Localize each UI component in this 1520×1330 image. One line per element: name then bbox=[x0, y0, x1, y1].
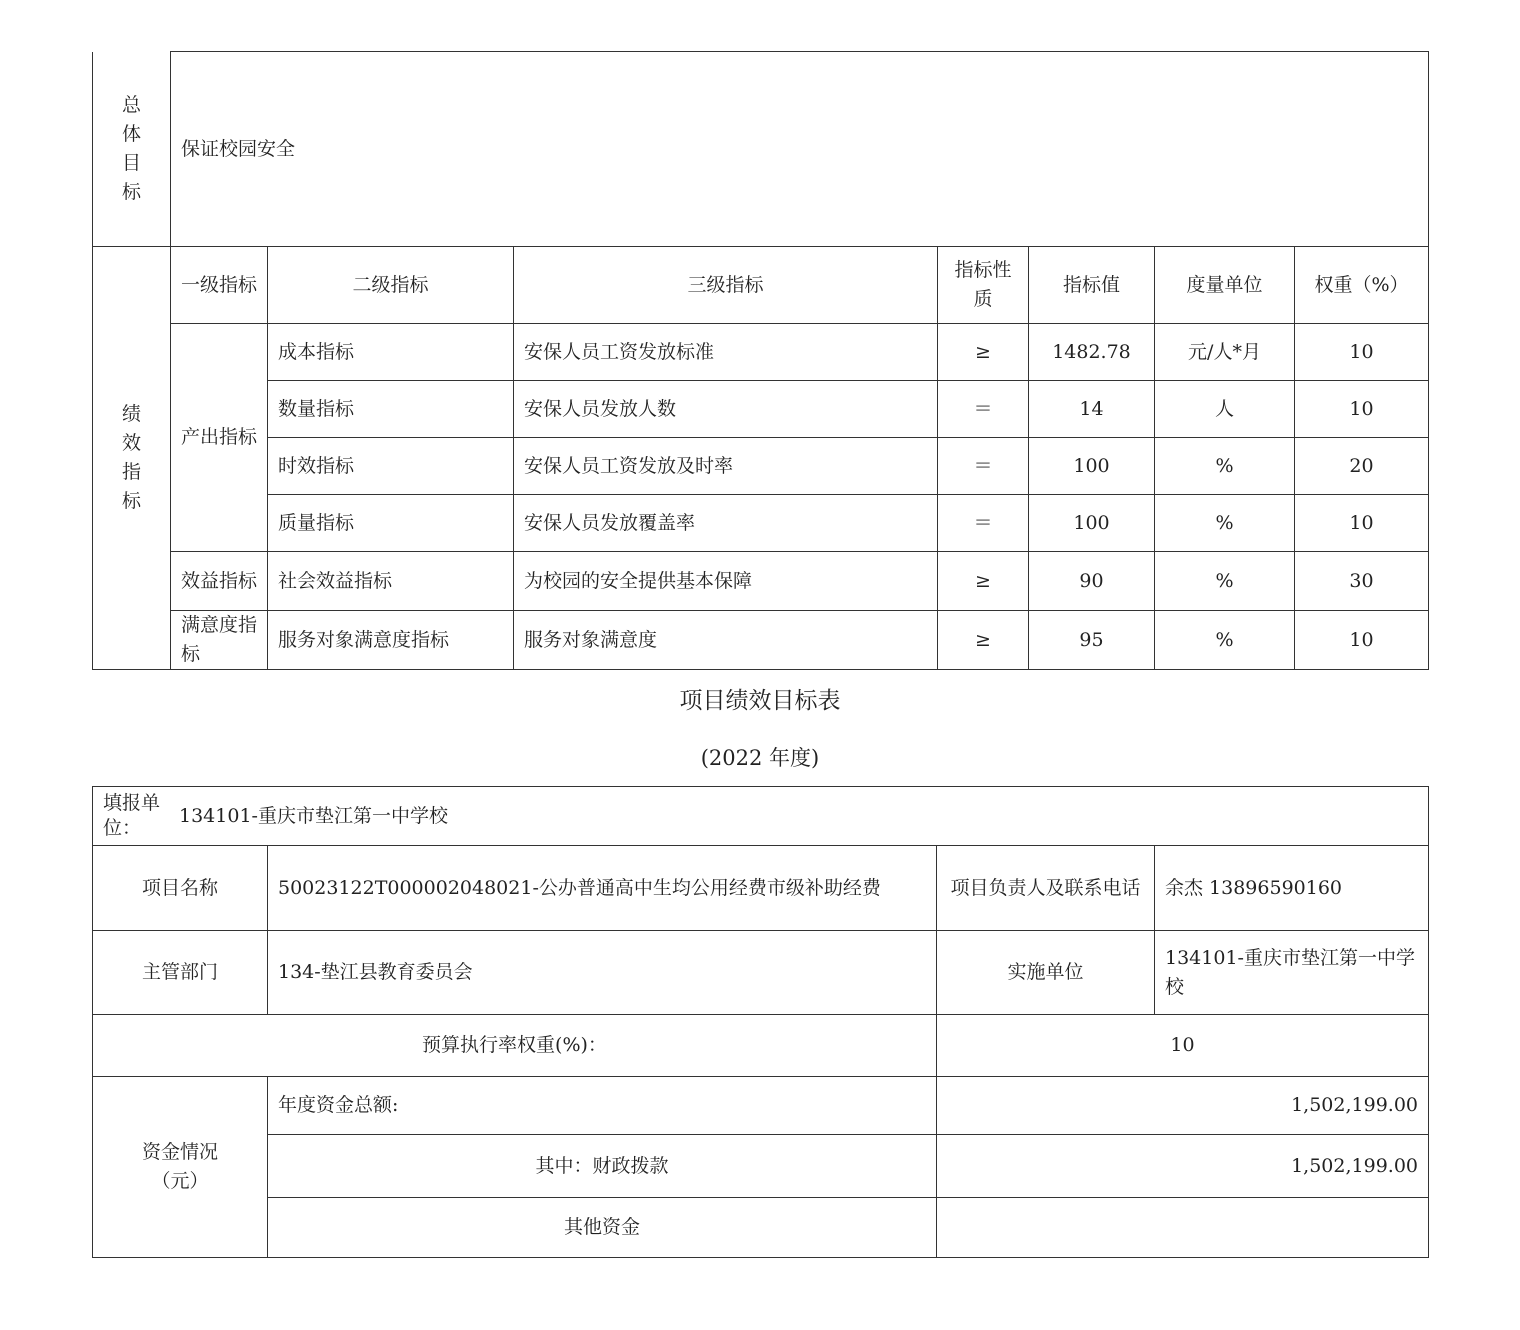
value-cell: 14 bbox=[1029, 381, 1155, 438]
project-name-value: 50023122T000002048021-公办普通高中生均公用经费市级补助经费 bbox=[268, 846, 937, 931]
table-row bbox=[93, 324, 1429, 381]
value-cell: 100 bbox=[1029, 495, 1155, 552]
nature-cell: ＝ bbox=[938, 381, 1029, 438]
header-level1: 一级指标 bbox=[171, 247, 268, 324]
header-level3: 三级指标 bbox=[514, 247, 938, 324]
nature-cell: ≥ bbox=[938, 611, 1029, 670]
unit-cell: % bbox=[1155, 495, 1295, 552]
level2-cell: 社会效益指标 bbox=[268, 552, 514, 611]
unit-cell: 元/人*月 bbox=[1155, 324, 1295, 381]
level2-cell: 成本指标 bbox=[268, 324, 514, 381]
weight-cell: 10 bbox=[1295, 381, 1429, 438]
header-level2: 二级指标 bbox=[268, 247, 514, 324]
weight-cell: 20 bbox=[1295, 438, 1429, 495]
level3-cell: 安保人员发放人数 bbox=[514, 381, 938, 438]
header-weight: 权重（%） bbox=[1295, 247, 1429, 324]
header-unit: 度量单位 bbox=[1155, 247, 1295, 324]
header-nature: 指标性质 bbox=[938, 247, 1029, 324]
project-info-table bbox=[92, 786, 1429, 1258]
group-output: 产出指标 bbox=[171, 324, 268, 552]
value-cell: 1482.78 bbox=[1029, 324, 1155, 381]
value-cell: 95 bbox=[1029, 611, 1155, 670]
overall-goal-text: 保证校园安全 bbox=[171, 52, 1429, 247]
project-name-label: 项目名称 bbox=[93, 846, 268, 931]
nature-cell: ＝ bbox=[938, 495, 1029, 552]
table-row bbox=[93, 495, 1429, 552]
nature-cell: ＝ bbox=[938, 438, 1029, 495]
level3-cell: 服务对象满意度 bbox=[514, 611, 938, 670]
level2-cell: 服务对象满意度指标 bbox=[268, 611, 514, 670]
fiscal-funds-value: 1,502,199.00 bbox=[937, 1135, 1429, 1198]
performance-label: 绩效指标 bbox=[93, 247, 171, 670]
total-funds-label: 年度资金总额: bbox=[268, 1077, 937, 1135]
level3-cell: 安保人员工资发放及时率 bbox=[514, 438, 938, 495]
value-cell: 90 bbox=[1029, 552, 1155, 611]
impl-unit-value: 134101-重庆市垫江第一中学校 bbox=[1155, 931, 1429, 1015]
other-funds-label: 其他资金 bbox=[268, 1198, 937, 1258]
page-title: 项目绩效目标表 bbox=[679, 688, 841, 714]
table-row bbox=[93, 552, 1429, 611]
page-subtitle-year: (2022 年度) bbox=[700, 746, 820, 770]
project-leader-value: 余杰 13896590160 bbox=[1155, 846, 1429, 931]
unit-cell: 人 bbox=[1155, 381, 1295, 438]
reporting-unit-value: 134101-重庆市垫江第一中学校 bbox=[179, 804, 448, 827]
unit-cell: % bbox=[1155, 438, 1295, 495]
fiscal-funds-label: 其中：财政拨款 bbox=[268, 1135, 937, 1198]
nature-cell: ≥ bbox=[938, 552, 1029, 611]
table-row bbox=[93, 438, 1429, 495]
level2-cell: 时效指标 bbox=[268, 438, 514, 495]
budget-rate-label: 预算执行率权重(%)： bbox=[93, 1015, 937, 1077]
total-funds-value: 1,502,199.00 bbox=[937, 1077, 1429, 1135]
level3-cell: 为校园的安全提供基本保障 bbox=[514, 552, 938, 611]
funds-label: 资金情况（元） bbox=[93, 1077, 268, 1258]
header-value: 指标值 bbox=[1029, 247, 1155, 324]
weight-cell: 10 bbox=[1295, 611, 1429, 670]
unit-cell: % bbox=[1155, 552, 1295, 611]
weight-cell: 10 bbox=[1295, 324, 1429, 381]
weight-cell: 30 bbox=[1295, 552, 1429, 611]
group-satisfaction: 满意度指标 bbox=[171, 611, 268, 670]
nature-cell: ≥ bbox=[938, 324, 1029, 381]
table-row bbox=[93, 381, 1429, 438]
level2-cell: 质量指标 bbox=[268, 495, 514, 552]
dept-label: 主管部门 bbox=[93, 931, 268, 1015]
value-cell: 100 bbox=[1029, 438, 1155, 495]
level2-cell: 数量指标 bbox=[268, 381, 514, 438]
overall-goal-label: 总体目标 bbox=[93, 52, 171, 247]
weight-cell: 10 bbox=[1295, 495, 1429, 552]
budget-rate-value: 10 bbox=[937, 1015, 1429, 1077]
dept-value: 134-垫江县教育委员会 bbox=[268, 931, 937, 1015]
project-leader-label: 项目负责人及联系电话 bbox=[937, 846, 1155, 931]
level3-cell: 安保人员发放覆盖率 bbox=[514, 495, 938, 552]
unit-cell: % bbox=[1155, 611, 1295, 670]
table-row bbox=[93, 611, 1429, 670]
group-benefit: 效益指标 bbox=[171, 552, 268, 611]
impl-unit-label: 实施单位 bbox=[937, 931, 1155, 1015]
performance-goal-table bbox=[92, 51, 1429, 670]
level3-cell: 安保人员工资发放标准 bbox=[514, 324, 938, 381]
other-funds-value bbox=[937, 1198, 1429, 1258]
reporting-unit-row bbox=[93, 787, 1429, 846]
reporting-unit-label: 填报单位： bbox=[103, 792, 161, 839]
